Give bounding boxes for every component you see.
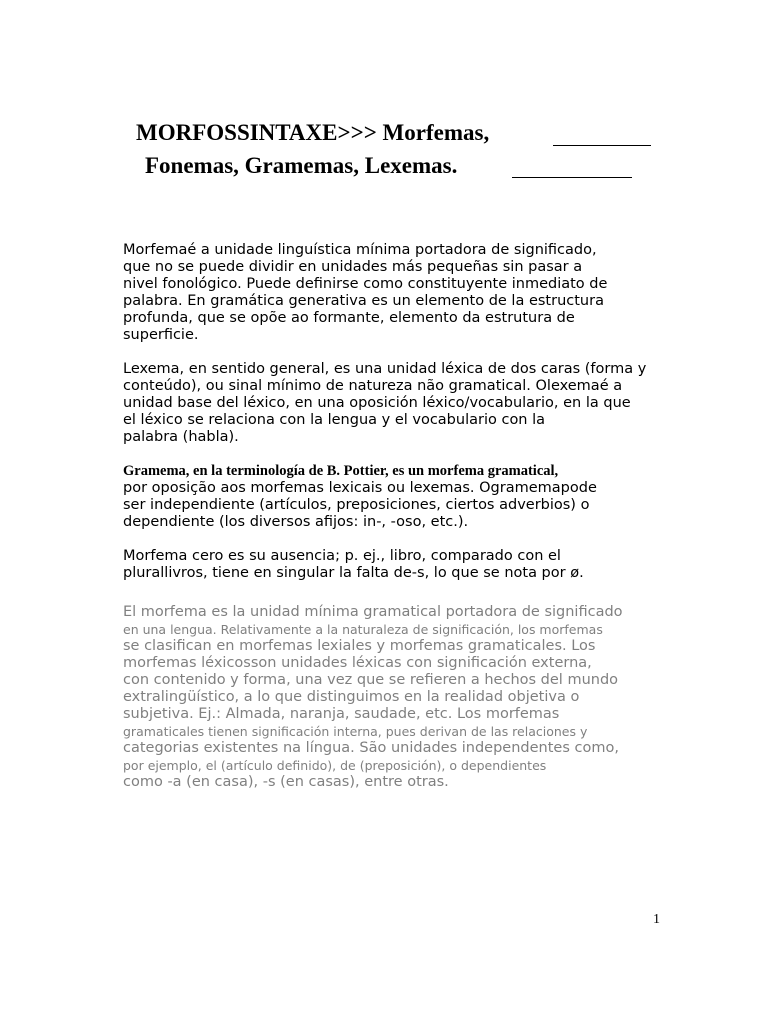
gray-paragraph: [123, 604, 623, 791]
gray-text-line: por ejemplo, el (artículo definido), de (preposición), o dependientes: [123, 758, 547, 773]
page-title-line-2: Fonemas, Gramemas, Lexemas.: [145, 153, 458, 178]
gray-text-line: subjetiva. Ej.: Almada, naranja, saudade, etc. Los morfemas: [123, 706, 560, 722]
paragraph-morfema: [123, 242, 607, 344]
text-line: Morfema cero es su ausencia; p. ej., libro, comparado con el: [123, 548, 561, 564]
text-line: ser independiente (artículos, preposiciones, ciertos adverbios) o: [123, 497, 590, 513]
title-underline-1: [553, 145, 651, 146]
paragraph-gramema: [123, 463, 597, 531]
gramema-heading: Gramema, en la terminología de B. Pottier, es un morfema gramatical,: [123, 463, 559, 479]
text-line: que no se puede dividir en unidades más pequeñas sin pasar a: [123, 259, 583, 275]
text-line: dependiente (los diversos afijos: in-, -oso, etc.).: [123, 514, 469, 530]
text-line: superficie.: [123, 327, 199, 343]
gray-text-line: se clasifican en morfemas lexiales y morfemas gramaticales. Los: [123, 638, 596, 654]
text-line: Morfemaé a unidade linguística mínima portadora de significado,: [123, 242, 597, 258]
text-line: el léxico se relaciona con la lengua y el vocabulario con la: [123, 412, 546, 428]
paragraph-lexema: [123, 361, 646, 446]
gray-text-line: morfemas léxicosson unidades léxicas con significación externa,: [123, 655, 592, 671]
title-underline-2: [512, 177, 632, 178]
gray-text-line: El morfema es la unidad mínima gramatical portadora de significado: [123, 604, 623, 620]
text-line: palabra (habla).: [123, 429, 239, 445]
gray-text-line: extralingüístico, a lo que distinguimos en la realidad objetiva o: [123, 689, 580, 705]
text-line: profunda, que se opõe ao formante, elemento da estrutura de: [123, 310, 575, 326]
page-number: 1: [653, 912, 660, 927]
gray-text-line: como -a (en casa), -s (en casas), entre otras.: [123, 774, 449, 790]
text-line: palabra. En gramática generativa es un elemento de la estructura: [123, 293, 604, 309]
text-line: Lexema, en sentido general, es una unidad léxica de dos caras (forma y: [123, 361, 647, 377]
page-title-line-1: MORFOSSINTAXE>>> Morfemas,: [136, 120, 490, 145]
text-line: unidad base del léxico, en una oposición léxico/vocabulario, en la que: [123, 395, 631, 411]
text-line: conteúdo), ou sinal mínimo de natureza não gramatical. Olexemaé a: [123, 378, 623, 394]
gray-text-line: gramaticales tienen significación interna, pues derivan de las relaciones y: [123, 724, 588, 739]
gray-text-line: en una lengua. Relativamente a la naturaleza de significación, los morfemas: [123, 622, 603, 637]
gray-text-line: categorias existentes na língua. São unidades independentes como,: [123, 740, 619, 756]
text-line: por oposição aos morfemas lexicais ou lexemas. Ogramemapode: [123, 480, 597, 496]
paragraph-morfema-cero: [123, 548, 584, 582]
text-line: plurallivros, tiene en singular la falta de-s, lo que se nota por ø.: [123, 565, 584, 581]
text-line: nivel fonológico. Puede definirse como constituyente inmediato de: [123, 276, 608, 292]
gray-text-line: con contenido y forma, una vez que se refieren a hechos del mundo: [123, 672, 619, 688]
